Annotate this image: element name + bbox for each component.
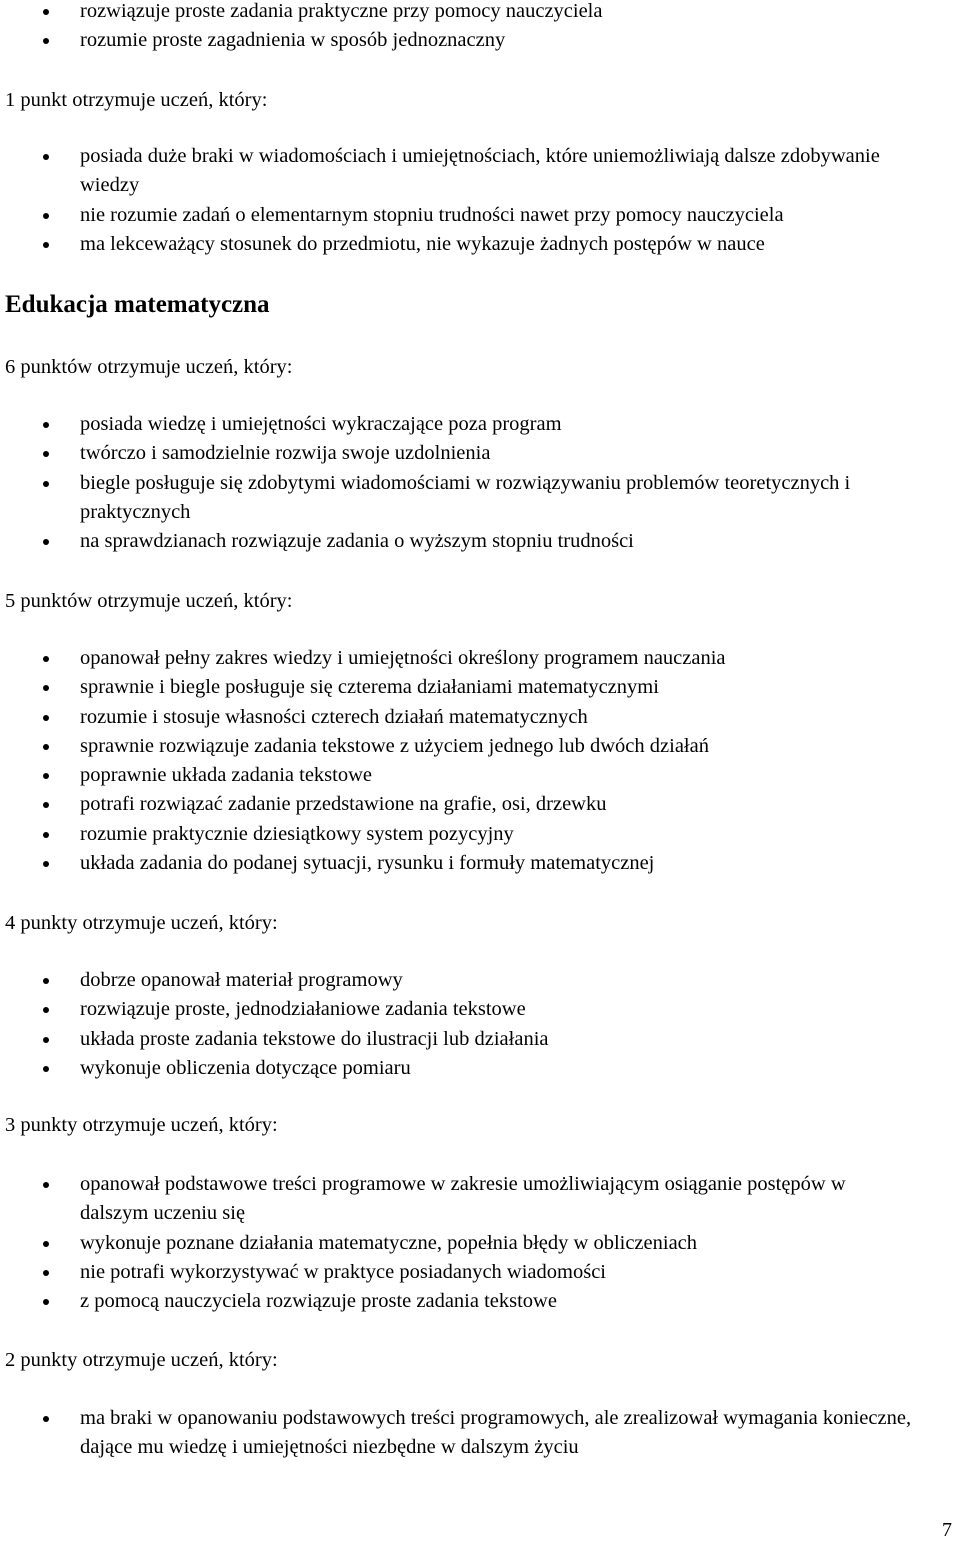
bullet-icon [43,744,49,750]
grade-5-list [0,644,960,878]
bullet-icon [43,978,49,984]
grade-2-list-block [0,1404,960,1463]
bullet-icon [43,715,49,721]
grade-3-list [0,1170,960,1316]
bullet-icon [43,422,49,428]
list-item: nie rozumie zadań o elementarnym stopniu trudności nawet przy pomocy nauczyciela [0,201,960,230]
list-item: opanował podstawowe treści programowe w zakresie umożliwiającym osiąganie postępów w dalszym uczeniu się [0,1170,960,1229]
bullet-icon [43,802,49,808]
list-item: potrafi rozwiązać zadanie przedstawione na grafie, osi, drzewku [0,790,960,819]
bullet-icon [43,1066,49,1072]
bullet-icon [43,1299,49,1305]
list-item: rozumie proste zagadnienia w sposób jednoznaczny [0,26,960,55]
grade-6-heading: 6 punktów otrzymuje uczeń, który: [5,356,293,378]
grade-1-list [0,142,960,259]
list-item: wykonuje obliczenia dotyczące pomiaru [0,1054,960,1083]
top-list-block [0,0,960,56]
bullet-icon [43,481,49,487]
grade-3-list-block [0,1170,960,1316]
list-item: nie potrafi wykorzystywać w praktyce posiadanych wiadomości [0,1258,960,1287]
list-item: sprawnie i biegle posługuje się czterema działaniami matematycznymi [0,673,960,702]
list-item: na sprawdzianach rozwiązuje zadania o wyższym stopniu trudności [0,527,960,556]
grade-2-list [0,1404,960,1463]
list-item: z pomocą nauczyciela rozwiązuje proste zadania tekstowe [0,1287,960,1316]
grade-2-heading: 2 punkty otrzymuje uczeń, który: [5,1349,278,1371]
bullet-icon [43,1416,49,1422]
bullet-icon [43,1037,49,1043]
grade-5-heading: 5 punktów otrzymuje uczeń, który: [5,590,293,612]
grade-6-list [0,410,960,556]
grade-4-list-block [0,966,960,1083]
list-item: biegle posługuje się zdobytymi wiadomościami w rozwiązywaniu problemów teoretycznych i praktycznych [0,469,960,528]
grade-1-heading: 1 punkt otrzymuje uczeń, który: [5,89,268,111]
grade-3-heading: 3 punkty otrzymuje uczeń, który: [5,1114,278,1136]
grade-6-list-block [0,410,960,556]
page-number: 7 [942,1519,952,1541]
bullet-icon [43,38,49,44]
bullet-icon [43,1241,49,1247]
bullet-icon [43,451,49,457]
list-item: ma braki w opanowaniu podstawowych treści programowych, ale zrealizował wymagania konieczne, dające mu wiedzę i umiejętności niezbędne w dalszym życiu [0,1404,960,1463]
list-item: posiada duże braki w wiadomościach i umiejętnościach, które uniemożliwiają dalsze zdobywanie wiedzy [0,142,960,201]
grade-1-list-block [0,142,960,259]
list-item: układa zadania do podanej sytuacji, rysunku i formuły matematycznej [0,849,960,878]
bullet-icon [43,1182,49,1188]
section-title: Edukacja matematyczna [5,291,270,318]
bullet-icon [43,1007,49,1013]
list-item: posiada wiedzę i umiejętności wykraczające poza program [0,410,960,439]
list-item: rozumie praktycznie dziesiątkowy system pozycyjny [0,820,960,849]
bullet-icon [43,656,49,662]
list-item: wykonuje poznane działania matematyczne, popełnia błędy w obliczeniach [0,1229,960,1258]
list-item: ma lekceważący stosunek do przedmiotu, nie wykazuje żadnych postępów w nauce [0,230,960,259]
bullet-icon [43,861,49,867]
bullet-icon [43,773,49,779]
list-item: poprawnie układa zadania tekstowe [0,761,960,790]
list-item: układa proste zadania tekstowe do ilustracji lub działania [0,1025,960,1054]
bullet-icon [43,242,49,248]
bullet-icon [43,539,49,545]
bullet-icon [43,832,49,838]
list-item: sprawnie rozwiązuje zadania tekstowe z użyciem jednego lub dwóch działań [0,732,960,761]
bullet-icon [43,9,49,15]
grade-4-list [0,966,960,1083]
bullet-icon [43,154,49,160]
list-item: twórczo i samodzielnie rozwija swoje uzdolnienia [0,439,960,468]
bullet-icon [43,685,49,691]
grade-5-list-block [0,644,960,878]
grade-4-heading: 4 punkty otrzymuje uczeń, który: [5,912,278,934]
list-item: opanował pełny zakres wiedzy i umiejętności określony programem nauczania [0,644,960,673]
bullet-icon [43,1270,49,1276]
list-item: rozwiązuje proste, jednodziałaniowe zadania tekstowe [0,995,960,1024]
bullet-icon [43,213,49,219]
list-item: rozwiązuje proste zadania praktyczne przy pomocy nauczyciela [0,0,960,26]
list-item: rozumie i stosuje własności czterech działań matematycznych [0,703,960,732]
top-list [0,0,960,56]
list-item: dobrze opanował materiał programowy [0,966,960,995]
